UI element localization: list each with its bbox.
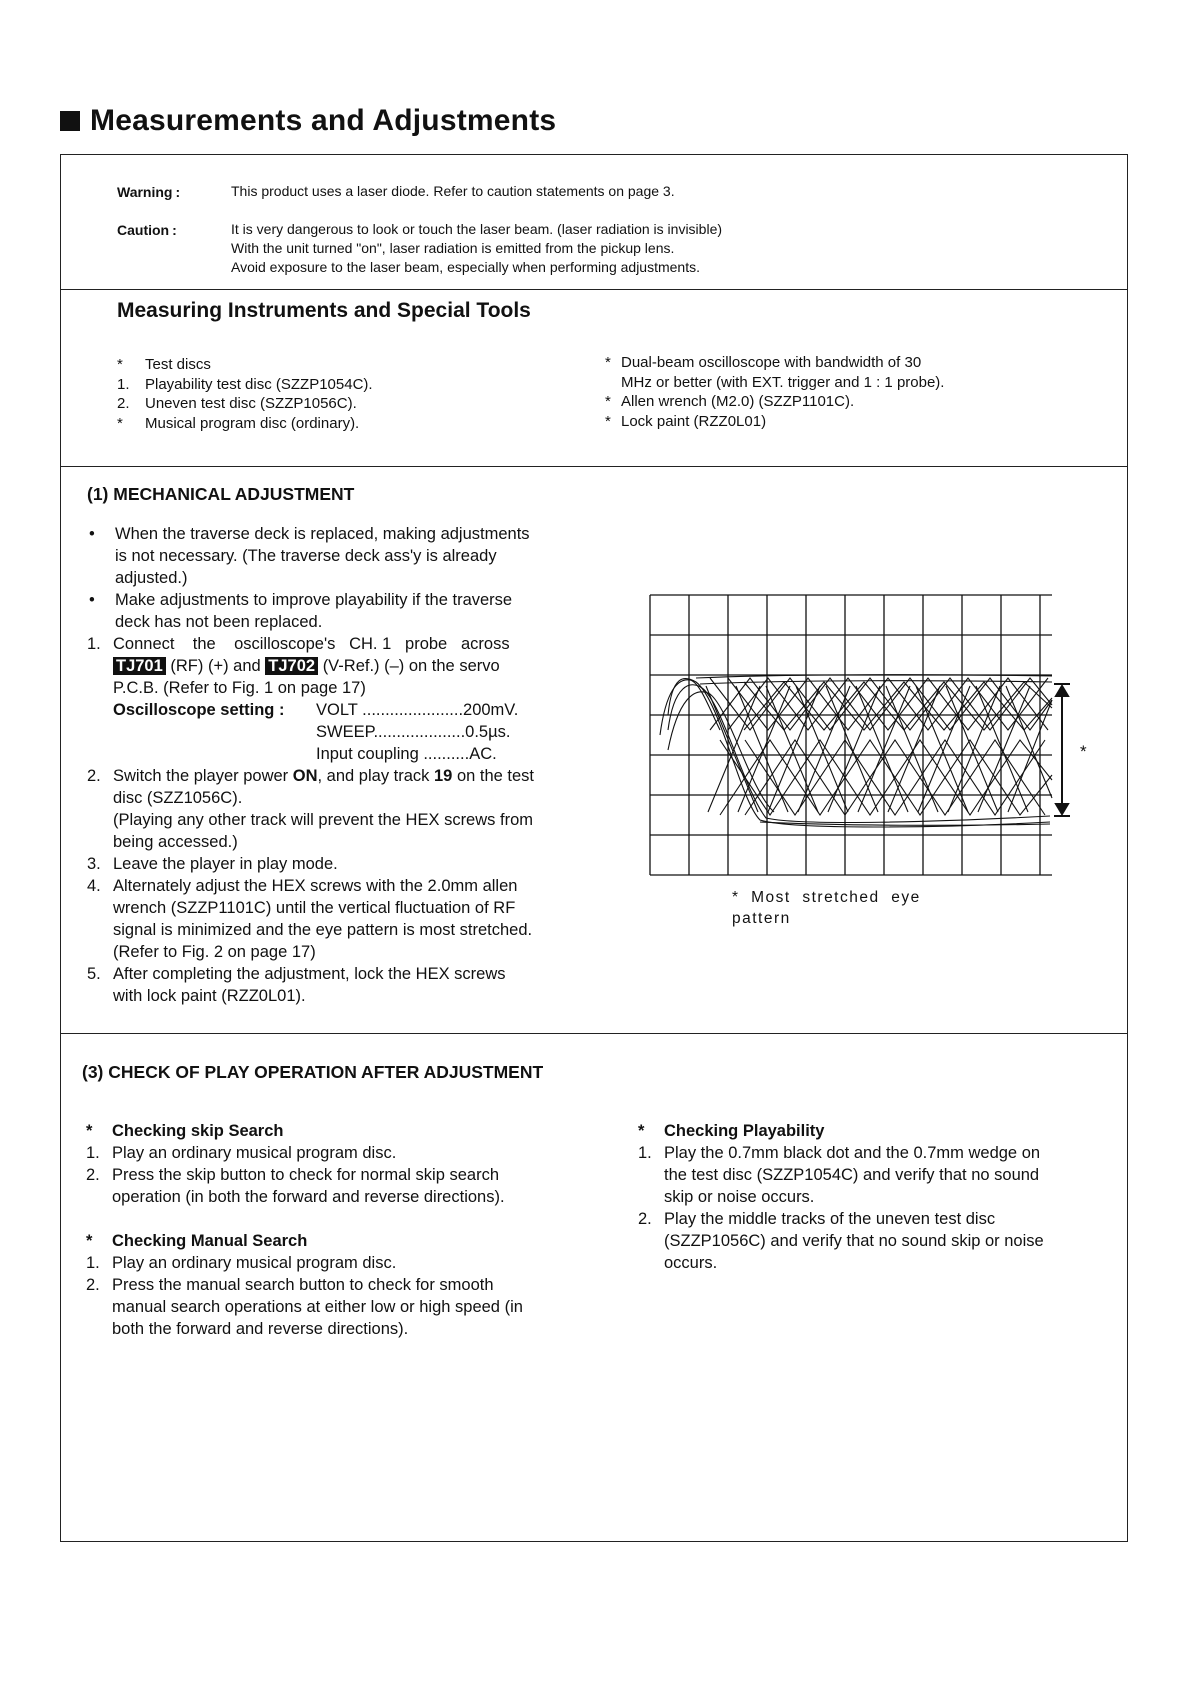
step-marker: 1. [86, 1144, 100, 1162]
step-item [87, 963, 569, 1007]
osc-settings [113, 699, 518, 765]
osc-dots: .......... [423, 745, 470, 763]
caution-text [231, 220, 722, 277]
divider [61, 1033, 1127, 1034]
text-line: Play an ordinary musical program disc. [112, 1254, 397, 1272]
list-text: MHz or better (with EXT. trigger and 1 : 1 probe). [621, 373, 945, 391]
square-bullet-icon [60, 111, 80, 131]
text-line: (Refer to Fig. 2 on page 17) [113, 943, 316, 961]
list-item [605, 392, 944, 412]
subsection-title [86, 1230, 576, 1252]
osc-name: SWEEP [316, 723, 374, 741]
caution-line: With the unit turned "on", laser radiation is emitted from the pickup lens. [231, 240, 675, 256]
text-line: both the forward and reverse directions). [112, 1320, 409, 1338]
check-right-column [638, 1120, 1108, 1274]
text-line: Play an ordinary musical program disc. [112, 1144, 397, 1162]
list-marker: * [117, 356, 123, 373]
caution-label: Caution [117, 222, 170, 238]
star-marker: * [86, 1122, 93, 1140]
text-fragment: Switch the player power [113, 767, 293, 785]
osc-value: 0.5µs. [465, 723, 511, 741]
list-item [86, 1252, 576, 1274]
osc-row [316, 721, 518, 743]
step-item [87, 853, 569, 875]
step-marker: 3. [87, 855, 101, 873]
text-line: manual search operations at either low or high speed (in [112, 1298, 523, 1316]
list-item [86, 1142, 576, 1164]
caution-row [117, 221, 177, 240]
step-marker: 2. [87, 767, 101, 785]
amplitude-indicator-icon [1054, 684, 1070, 816]
list-item [86, 1164, 576, 1208]
check-left-column [86, 1120, 576, 1340]
text-line: disc (SZZ1056C). [113, 789, 243, 807]
step-marker: 2. [86, 1166, 100, 1184]
warning-colon: : [175, 184, 181, 200]
text-line: Alternately adjust the HEX screws with the 2.0mm allen [113, 877, 518, 895]
text-line: Press the manual search button to check for smooth [112, 1276, 494, 1294]
bullet-item [87, 589, 569, 633]
text-line: (SZZP1056C) and verify that no sound skip or noise [664, 1232, 1044, 1250]
osc-label: Oscilloscope setting : [113, 701, 285, 719]
caption-line: * Most stretched eye [732, 889, 921, 906]
osc-value: AC. [469, 745, 497, 763]
step-item [87, 765, 569, 853]
bullet-marker: • [89, 591, 95, 609]
warning-text: This product uses a laser diode. Refer to caution statements on page 3. [231, 183, 675, 199]
list-text: Allen wrench (M2.0) (SZZP1101C). [621, 393, 855, 410]
step-marker: 1. [638, 1144, 652, 1162]
text-line: Connect the oscilloscope's CH. 1 probe across [113, 635, 510, 653]
page-title [60, 104, 556, 138]
text-line: deck has not been replaced. [115, 613, 323, 631]
list-marker [605, 373, 621, 393]
text-line: signal is minimized and the eye pattern is most stretched. [113, 921, 533, 939]
text-line: skip or noise occurs. [664, 1188, 815, 1206]
text-fragment: (RF) (+) and [170, 657, 261, 675]
check-heading: (3) CHECK OF PLAY OPERATION AFTER ADJUSTMENT [82, 1062, 544, 1082]
warning-label: Warning [117, 184, 173, 200]
mechanical-heading: (1) MECHANICAL ADJUSTMENT [87, 484, 355, 504]
list-text: Musical program disc (ordinary). [145, 414, 360, 432]
osc-name: VOLT [316, 701, 358, 719]
text-line: When the traverse deck is replaced, making adjustments [115, 525, 530, 543]
subsection-title [638, 1120, 1108, 1142]
osc-name: Input coupling [316, 745, 419, 763]
instruments-heading: Measuring Instruments and Special Tools [117, 299, 531, 322]
step-marker: 2. [638, 1210, 652, 1228]
on-keyword: ON [292, 767, 318, 785]
list-item [605, 373, 944, 393]
text-line: P.C.B. (Refer to Fig. 1 on page 17) [113, 679, 366, 697]
figure-caption [732, 887, 921, 929]
page-title-text: Measurements and Adjustments [90, 104, 557, 137]
text-line: the test disc (SZZP1054C) and verify that no sound [664, 1166, 1040, 1184]
divider [61, 289, 1127, 290]
step-marker: 2. [86, 1276, 100, 1294]
bullet-marker: • [89, 525, 95, 543]
step-marker: 1. [86, 1254, 100, 1272]
text-line: with lock paint (RZZ0L01). [113, 987, 306, 1005]
text-line: Press the skip button to check for normal skip search [112, 1166, 500, 1184]
text-line [113, 765, 534, 787]
eye-pattern-traces [660, 675, 1052, 827]
list-item [638, 1142, 1108, 1208]
mechanical-body [87, 523, 569, 1007]
track-number: 19 [434, 767, 453, 785]
list-item [117, 394, 373, 414]
step-item [87, 633, 569, 765]
list-marker: * [605, 393, 611, 410]
caption-line: pattern [732, 910, 791, 927]
star-marker: * [86, 1232, 93, 1250]
caution-line: Avoid exposure to the laser beam, especially when performing adjustments. [231, 259, 700, 275]
tj701-label: TJ701 [113, 657, 166, 675]
text-fragment: on the test [452, 767, 534, 785]
subsection-title-text: Checking Playability [664, 1122, 825, 1140]
text-line: Leave the player in play mode. [113, 855, 338, 873]
text-fragment: (V-Ref.) (–) on the servo [322, 657, 500, 675]
bullet-item [87, 523, 569, 589]
eye-pattern-figure [640, 590, 1110, 880]
osc-row [316, 743, 518, 765]
text-fragment: , and play track [317, 767, 434, 785]
step-marker: 5. [87, 965, 101, 983]
list-marker: * [117, 414, 123, 432]
list-item [605, 353, 944, 373]
caution-colon: : [172, 222, 177, 238]
text-line: Play the middle tracks of the uneven test disc [664, 1210, 996, 1228]
list-text: Test discs [145, 356, 211, 373]
osc-dots: ...................... [362, 701, 464, 719]
subsection-title-text: Checking Manual Search [112, 1232, 308, 1250]
text-line: wrench (SZZP1101C) until the vertical fluctuation of RF [113, 899, 516, 917]
step-item [87, 875, 569, 963]
list-text: Uneven test disc (SZZP1056C). [145, 395, 357, 412]
caution-line: It is very dangerous to look or touch the laser beam. (laser radiation is invisible) [231, 221, 723, 237]
list-item [605, 412, 944, 432]
tj702-label: TJ702 [265, 657, 318, 675]
list-text: Playability test disc (SZZP1054C). [145, 375, 373, 393]
divider [61, 466, 1127, 467]
subsection-title [86, 1120, 576, 1142]
list-text: Lock paint (RZZ0L01) [621, 412, 767, 430]
list-item [86, 1274, 576, 1340]
instruments-right-list [605, 353, 944, 431]
list-item [117, 355, 373, 375]
list-marker: 1. [117, 375, 130, 393]
star-mark-label: * [1080, 742, 1087, 761]
list-item [117, 414, 373, 434]
text-line: Play the 0.7mm black dot and the 0.7mm wedge on [664, 1144, 1041, 1162]
warning-row [117, 183, 180, 202]
instruments-left-list [117, 355, 373, 433]
list-marker: 2. [117, 395, 130, 412]
text-line: adjusted.) [115, 569, 188, 587]
list-marker: * [605, 412, 611, 430]
list-marker: * [605, 354, 611, 371]
list-text: Dual-beam oscilloscope with bandwidth of 30 [621, 354, 922, 371]
text-line: is not necessary. (The traverse deck ass'y is already [115, 547, 497, 565]
star-marker: * [638, 1122, 645, 1140]
text-line: operation (in both the forward and reverse directions). [112, 1188, 505, 1206]
list-item [117, 375, 373, 395]
text-line: being accessed.) [113, 833, 238, 851]
text-line: (Playing any other track will prevent the HEX screws from [113, 811, 533, 829]
osc-value: 200mV. [463, 701, 519, 719]
subsection-title-text: Checking skip Search [112, 1122, 284, 1140]
osc-row [316, 699, 518, 721]
step-marker: 1. [87, 635, 101, 653]
osc-dots: .................... [373, 723, 466, 741]
step-marker: 4. [87, 877, 101, 895]
text-line: occurs. [664, 1254, 718, 1272]
text-line [113, 655, 518, 677]
text-line: Make adjustments to improve playability if the traverse [115, 591, 513, 609]
text-line: After completing the adjustment, lock the HEX screws [113, 965, 506, 983]
list-item [638, 1208, 1108, 1274]
oscilloscope-grid [650, 595, 1052, 875]
